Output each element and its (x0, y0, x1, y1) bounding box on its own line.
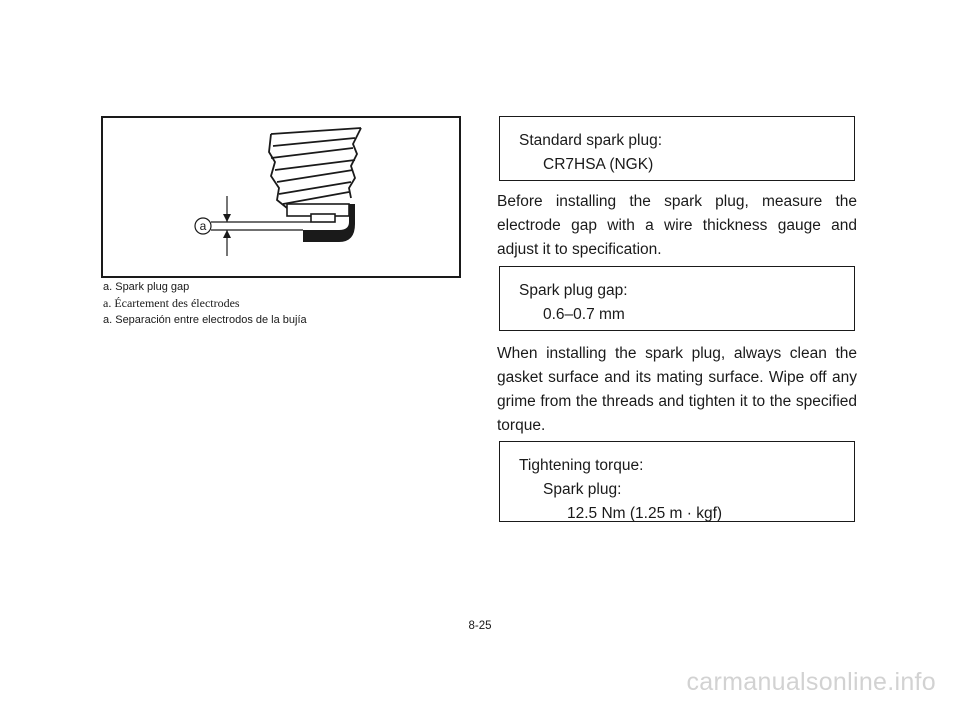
spec-box-plug-gap (499, 266, 855, 331)
spec-box-torque (499, 441, 855, 522)
caption-english: a. Spark plug gap (103, 281, 190, 293)
spec-label: Spark plug gap: (519, 282, 628, 299)
spec-box-standard-plug (499, 116, 855, 181)
spec-value: 0.6–0.7 mm (543, 306, 625, 323)
callout-letter: a (199, 219, 207, 233)
center-electrode (311, 214, 335, 222)
watermark: carmanualsonline.info (686, 668, 936, 696)
spec-value: 12.5 Nm (1.25 m · kgf) (567, 505, 723, 522)
spec-sublabel: Spark plug: (543, 481, 622, 498)
spark-plug-figure (101, 116, 461, 278)
spec-value: CR7HSA (NGK) (543, 156, 654, 173)
spec-label: Tightening torque: (519, 457, 644, 474)
spec-label: Standard spark plug: (519, 132, 663, 149)
caption-spanish: a. Separación entre electrodos de la bujía (103, 314, 307, 326)
gap-arrow-down-icon (223, 214, 231, 222)
caption-french: a. Écartement des électrodes (103, 296, 240, 310)
paragraph-install: When installing the spark plug, always clean the gasket surface and its mating surface. Wipe off any grime from the threads and tighten it to the specified torque. (497, 345, 857, 434)
gap-arrow-up-icon (223, 230, 231, 238)
paragraph-measure-gap: Before installing the spark plug, measure the electrode gap with a wire thickness gauge and adjust it to specification. (497, 193, 857, 258)
page-number: 8-25 (468, 620, 492, 632)
spark-plug-illustration (103, 118, 459, 276)
spark-plug-threads (269, 128, 361, 208)
